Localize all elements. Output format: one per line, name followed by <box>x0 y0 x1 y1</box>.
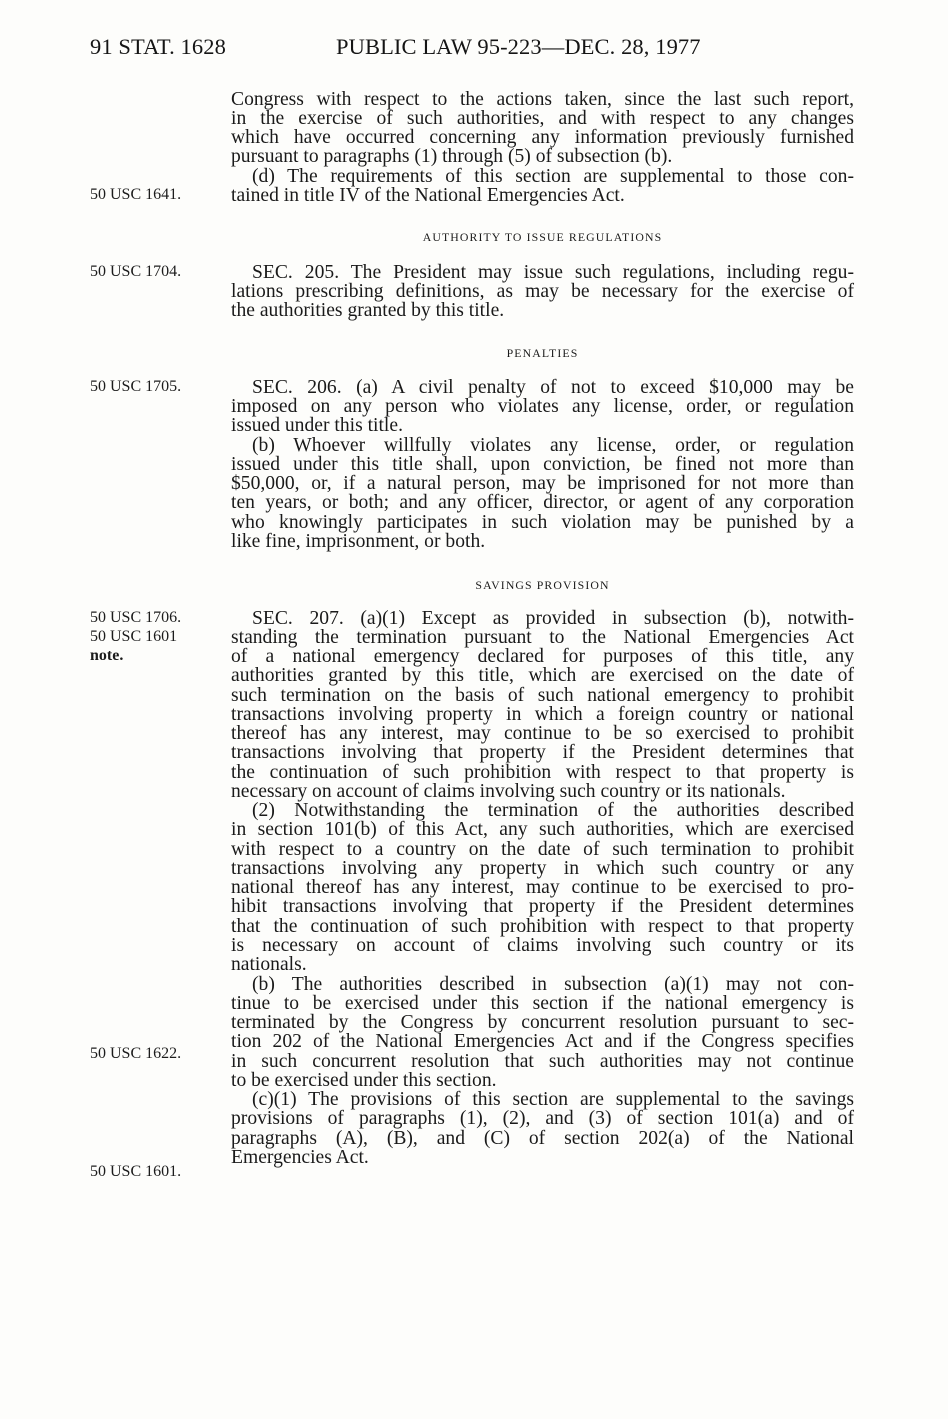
text-line: transactions involving any property in which such country or any <box>231 858 854 879</box>
text-line: SEC. 206. (a) A civil penalty of not to exceed $10,000 may be <box>252 377 854 398</box>
text-line: terminated by the Congress by concurrent resolution pursuant to sec- <box>231 1012 854 1033</box>
margin-note-usc-1706: 50 USC 1706. <box>90 609 182 626</box>
margin-note-usc-1601-b: 50 USC 1601. <box>90 1163 182 1180</box>
text-line: in the exercise of such authorities, and with respect to any changes <box>231 108 854 129</box>
text-line: Congress with respect to the actions taken, since the last such report, <box>231 89 854 110</box>
text-line: transactions involving property in which a foreign country or national <box>231 704 854 725</box>
text-line: nationals. <box>231 954 307 975</box>
text-line: standing the termination pursuant to the National Emergencies Act <box>231 627 854 648</box>
text-line: the continuation of such prohibition with respect to that property is <box>231 762 854 783</box>
statute-citation: 91 STAT. 1628 <box>90 34 226 59</box>
text-line: (2) Notwithstanding the termination of the authorities described <box>252 800 854 821</box>
heading-savings-provision: SAVINGS PROVISION <box>475 578 610 592</box>
text-line: is necessary on account of claims involving such country or its <box>231 935 854 956</box>
text-line: who knowingly participates in such violation may be punished by a <box>231 512 854 533</box>
text-line: to be exercised under this section. <box>231 1070 497 1091</box>
margin-note-usc-1641: 50 USC 1641. <box>90 186 182 203</box>
heading-authority-regulations: AUTHORITY TO ISSUE REGULATIONS <box>422 230 663 244</box>
text-line: provisions of paragraphs (1), (2), and (3) of section 101(a) and of <box>231 1108 854 1129</box>
text-line: $50,000, or, if a natural person, may be imprisoned for not more than <box>231 473 854 494</box>
text-line: tion 202 of the National Emergencies Act and if the Congress specifies <box>231 1031 854 1052</box>
text-line: issued under this title shall, upon conviction, be fined not more than <box>231 454 854 475</box>
text-line: imposed on any person who violates any license, order, or regulation <box>231 396 854 417</box>
text-line: authorities granted by this title, which are exercised on the date of <box>231 665 854 686</box>
text-line: lations prescribing definitions, as may be necessary for the exercise of <box>231 281 854 302</box>
text-line: with respect to a country on the date of such termination to prohibit <box>231 839 854 860</box>
text-line: (c)(1) The provisions of this section are supplemental to the savings <box>252 1089 854 1110</box>
text-line: Emergencies Act. <box>231 1147 369 1168</box>
text-line: of a national emergency declared for purposes of this title, any <box>231 646 854 667</box>
text-line: necessary on account of claims involving such country or its nationals. <box>231 781 786 802</box>
text-line: like fine, imprisonment, or both. <box>231 531 486 552</box>
heading-penalties: PENALTIES <box>506 346 579 360</box>
public-law-header: PUBLIC LAW 95-223—DEC. 28, 1977 <box>336 34 701 59</box>
text-line: (d) The requirements of this section are supplemental to those con- <box>252 166 854 187</box>
text-line: paragraphs (A), (B), and (C) of section 202(a) of the National <box>231 1128 854 1149</box>
text-line: issued under this title. <box>231 415 403 436</box>
margin-note-usc-1622: 50 USC 1622. <box>90 1045 182 1062</box>
margin-note-usc-1601: 50 USC 1601 <box>90 628 178 645</box>
text-line: thereof has any interest, may continue to be so exercised to prohibit <box>231 723 854 744</box>
text-line: which have occurred concerning any information previously furnished <box>231 127 854 148</box>
text-line: (b) The authorities described in subsection (a)(1) may not con- <box>252 974 854 995</box>
text-line: SEC. 207. (a)(1) Except as provided in subsection (b), notwith- <box>252 608 854 629</box>
text-line: SEC. 205. The President may issue such regulations, including regu- <box>252 262 854 283</box>
text-line: hibit transactions involving that property if the President determines <box>231 896 854 917</box>
margin-note-usc-1704: 50 USC 1704. <box>90 263 182 280</box>
margin-note-note: note. <box>90 647 124 664</box>
text-line: (b) Whoever willfully violates any license, order, or regulation <box>252 435 854 456</box>
text-line: transactions involving that property if the President determines that <box>231 742 854 763</box>
margin-note-usc-1705: 50 USC 1705. <box>90 378 182 395</box>
text-line: tained in title IV of the National Emergencies Act. <box>231 185 625 206</box>
text-line: national thereof has any interest, may continue to be exercised to pro- <box>231 877 854 898</box>
text-line: the authorities granted by this title. <box>231 300 505 321</box>
text-line: that the continuation of such prohibition with respect to that property <box>231 916 854 937</box>
text-line: tinue to be exercised under this section if the national emergency is <box>231 993 854 1014</box>
text-line: such termination on the basis of such national emergency to prohibit <box>231 685 854 706</box>
text-line: in section 101(b) of this Act, any such authorities, which are exercised <box>231 819 854 840</box>
text-line: pursuant to paragraphs (1) through (5) of subsection (b). <box>231 146 673 167</box>
text-line: in such concurrent resolution that such authorities may not continue <box>231 1051 854 1072</box>
text-line: ten years, or both; and any officer, director, or agent of any corporation <box>231 492 854 513</box>
